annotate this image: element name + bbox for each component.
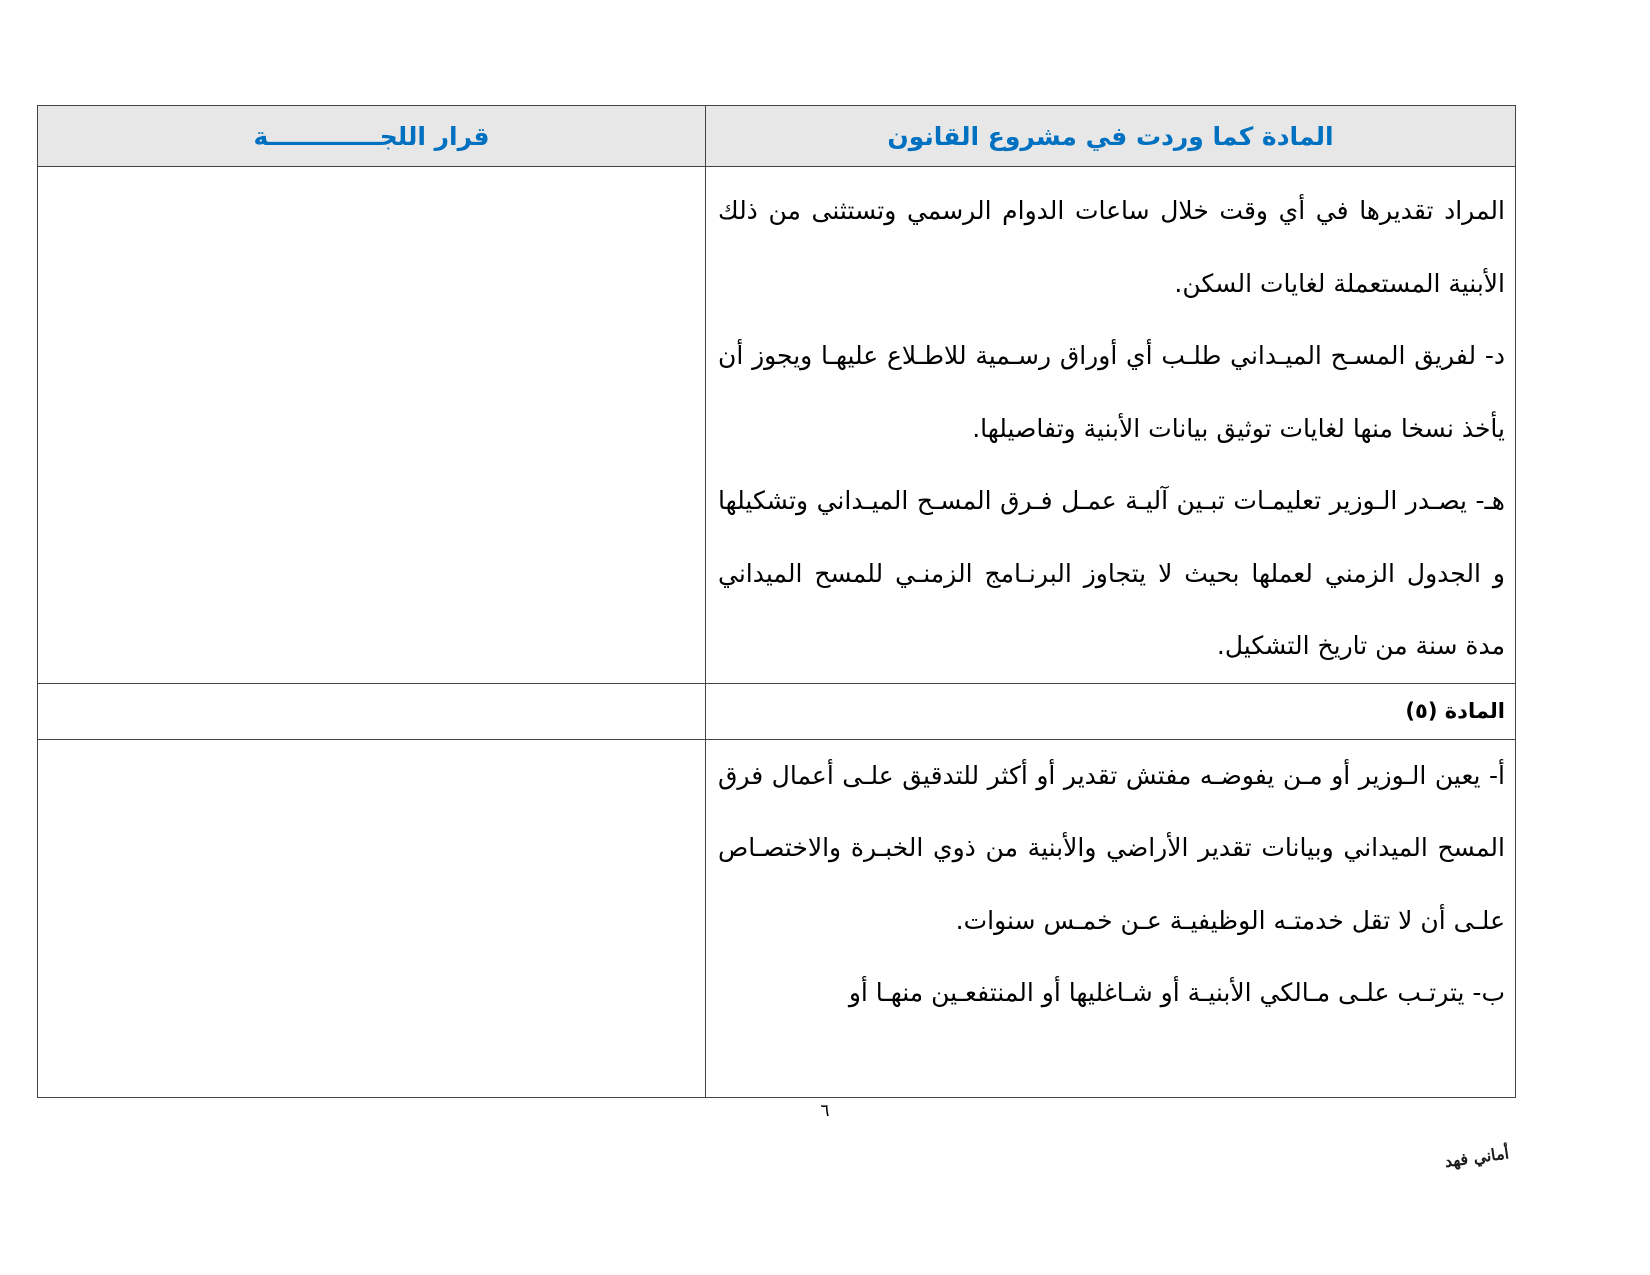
table-row bbox=[38, 167, 1516, 684]
article-column-header bbox=[706, 106, 1516, 167]
article-table bbox=[37, 105, 1516, 1098]
article-text-cell bbox=[706, 167, 1516, 684]
decision-column-header bbox=[38, 106, 706, 167]
decision-cell bbox=[38, 739, 706, 1097]
page-number: ٦ bbox=[820, 1101, 830, 1121]
decision-cell bbox=[38, 683, 706, 739]
article-paragraph: هـ- يصـدر الـوزير تعليمـات تبـين آليـة عمـل فـرق المسـح الميـداني وتشكيلها و الجدول الزمني لعملها بحيث لا يتجاوز البرنـامج الزمنـي للمسح الميداني مدة سنة من تاريخ التشكيل. bbox=[718, 486, 1505, 660]
article-paragraph: د- لفريق المسـح الميـداني طلـب أي أوراق رسـمية للاطـلاع عليهـا ويجوز أن يأخذ نسخا منها لغايات توثيق بيانات الأبنية وتفاصيلها. bbox=[718, 341, 1505, 443]
table-row bbox=[38, 683, 1516, 739]
article-title-cell: المادة (٥) bbox=[706, 683, 1516, 739]
article-column-header-label: المادة كما وردت في مشروع القانون bbox=[887, 121, 1334, 151]
table-row bbox=[38, 739, 1516, 1097]
article-paragraph: ب- يترتـب علـى مـالكي الأبنيـة أو شـاغليها أو المنتفعـين منهـا أو bbox=[848, 978, 1505, 1007]
article-text-cell bbox=[706, 739, 1516, 1097]
table-header-row bbox=[38, 106, 1516, 167]
decision-cell bbox=[38, 167, 706, 684]
article-paragraph: أ- يعين الـوزير أو مـن يفوضـه مفتش تقدير أو أكثر للتدقيق علـى أعمال فرق المسح الميداني وبيانات تقدير الأراضي والأبنية من ذوي الخبـرة والاختصـاص علـى أن لا تقل خدمتـه الوظيفيـة عـن خمـس سنوات. bbox=[718, 760, 1505, 935]
decision-column-header-label: قرار اللجـــــــــــــة bbox=[253, 121, 490, 151]
article-paragraph: المراد تقديرها في أي وقت خلال ساعات الدوام الرسمي وتستثنى من ذلك الأبنية المستعملة لغايات السكن. bbox=[718, 196, 1505, 298]
signature: أماني فهد bbox=[1443, 1143, 1511, 1172]
